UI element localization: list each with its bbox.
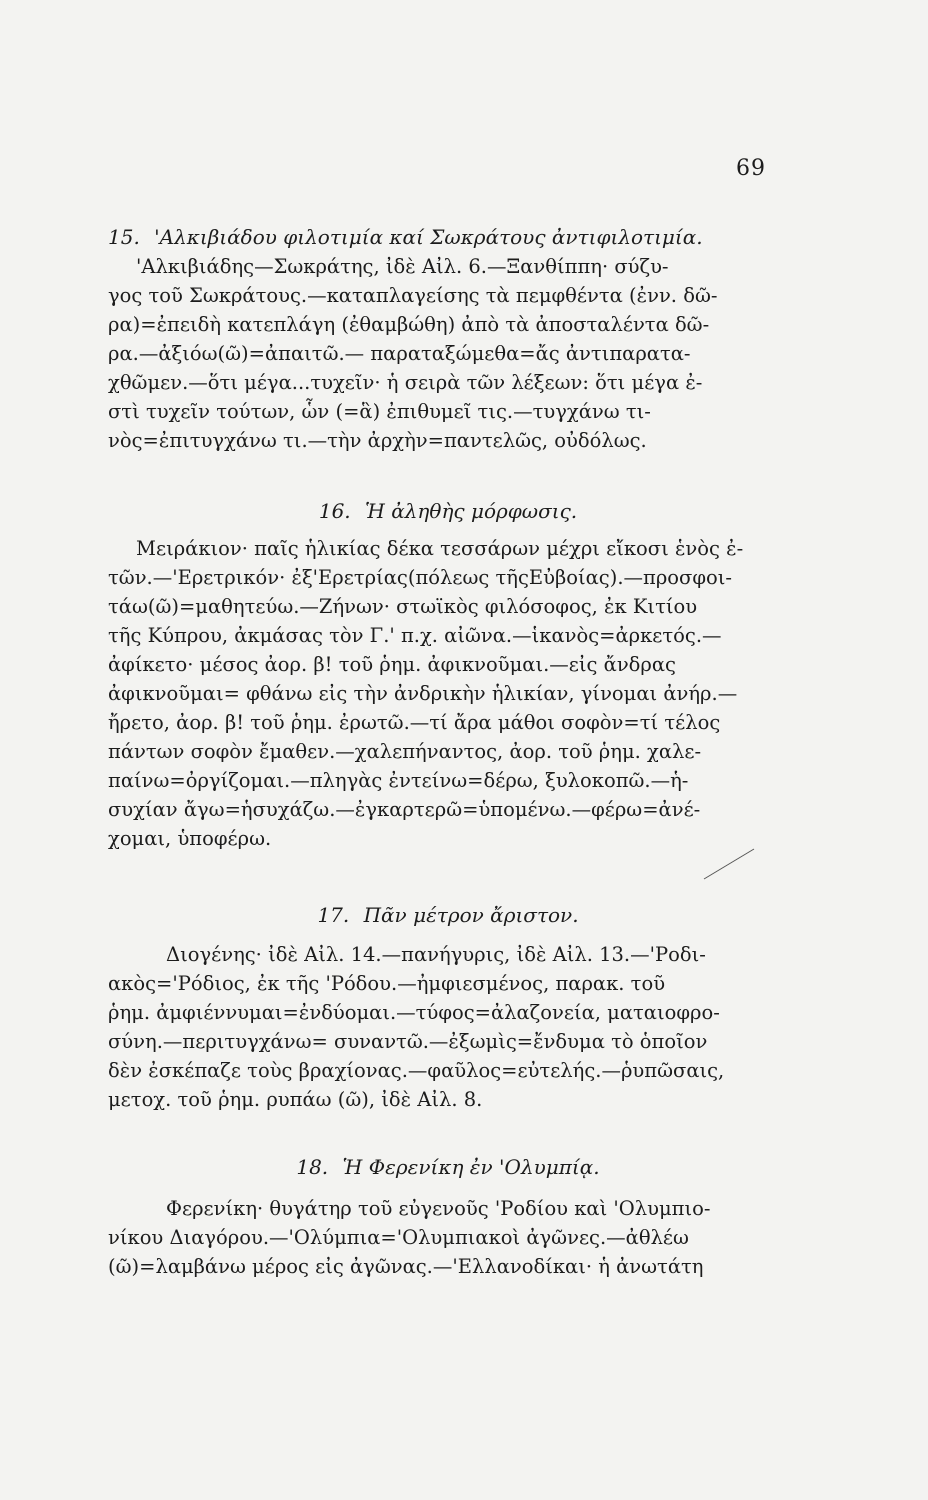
section-number: 16. xyxy=(318,499,351,523)
section-16 xyxy=(108,496,788,853)
text-line: ἀφικνοῦμαι= φθάνω εἰς τὴν ἀνδρικὴν ἡλικίαν, γίνομαι ἀνήρ.— xyxy=(108,682,738,705)
text-line: ρα)=ἐπειδὴ κατεπλάγη (ἐθαμβώθη) ἀπὸ τὰ ἀποσταλέντα δῶ- xyxy=(108,313,710,336)
text-line: τῶν.—'Ερετρικόν· ἐξ'Ερετρίας(πόλεως τῆςΕὐβοίας).—προσφοι- xyxy=(108,566,732,589)
section-heading xyxy=(108,900,788,930)
text-line: Φερενίκη· θυγάτηρ τοῦ εὐγενοῦς 'Ροδίου καὶ 'Ολυμπιο- xyxy=(166,1197,711,1220)
section-title: 'Αλκιβιάδου φιλοτιμία καί Σωκράτους ἀντιφιλοτιμία. xyxy=(154,225,703,249)
text-line: στὶ τυχεῖν τούτων, ὧν (=ἃ) ἐπιθυμεῖ τις.—τυγχάνω τι- xyxy=(108,400,651,423)
section-title: Πᾶν μέτρον ἄριστον. xyxy=(363,903,579,927)
text-line: πάντων σοφὸν ἔμαθεν.—χαλεπήναντος, ἀορ. τοῦ ῥημ. χαλε- xyxy=(108,740,702,763)
section-title: Ἡ ἀληθὴς μόρφωσις. xyxy=(365,499,578,523)
text-line: χομαι, ὑποφέρω. xyxy=(108,827,272,850)
text-line: παίνω=ὀργίζομαι.—πληγὰς ἐντείνω=δέρω, ξυλοκοπῶ.—ἡ- xyxy=(108,769,689,792)
pencil-mark xyxy=(700,845,760,885)
text-line: ῥημ. ἀμφιέννυμαι=ἐνδύομαι.—τύφος=ἀλαζονεία, ματαιοφρο- xyxy=(108,1001,720,1024)
text-line: ἀφίκετο· μέσος ἀορ. β! τοῦ ῥημ. ἀφικνοῦμαι.—εἰς ἄνδρας xyxy=(108,653,676,676)
text-line: γος τοῦ Σωκράτους.—καταπλαγείσης τὰ πεμφθέντα (ἐνν. δῶ- xyxy=(108,284,718,307)
section-number: 18. xyxy=(296,1155,329,1179)
section-heading xyxy=(108,222,788,252)
text-line: 'Αλκιβιάδης—Σωκράτης, ἰδὲ Αἰλ. 6.—Ξανθίππη· σύζυ- xyxy=(136,255,669,278)
section-number: 17. xyxy=(317,903,350,927)
text-line: ἤρετο, ἀορ. β! τοῦ ῥημ. ἐρωτῶ.—τί ἄρα μάθοι σοφὸν=τί τέλος xyxy=(108,711,721,734)
text-line: μετοχ. τοῦ ῥημ. ρυπάω (ῶ), ἰδὲ Αἰλ. 8. xyxy=(108,1088,483,1111)
section-number: 15. xyxy=(108,225,140,249)
text-line: τάω(ῶ)=μαθητεύω.—Ζήνων· στωϊκὸς φιλόσοφος, ἐκ Κιτίου xyxy=(108,595,698,618)
section-heading xyxy=(108,1152,788,1182)
text-line: νὸς=ἐπιτυγχάνω τι.—τὴν ἀρχὴν=παντελῶς, οὐδόλως. xyxy=(108,429,647,452)
text-line: νίκου Διαγόρου.—'Ολύμπια='Ολυμπιακοὶ ἀγῶνες.—ἀθλέω xyxy=(108,1226,689,1249)
text-line: ρα.—ἀξιόω(ῶ)=ἀπαιτῶ.— παραταξώμεθα=ἄς ἀντιπαρατα- xyxy=(108,342,691,365)
section-15 xyxy=(108,222,788,455)
section-17 xyxy=(108,900,788,1114)
text-line: συχίαν ἄγω=ἡσυχάζω.—ἐγκαρτερῶ=ὑπομένω.—φέρω=ἀνέ- xyxy=(108,798,701,821)
text-line: δὲν ἐσκέπαζε τοὺς βραχίονας.—φαῦλος=εὐτελής.—ῥυπῶσαις, xyxy=(108,1059,725,1082)
text-line: σύνη.—περιτυγχάνω= συναντῶ.—ἐξωμὶς=ἔνδυμα τὸ ὁποῖον xyxy=(108,1030,708,1053)
text-line: (ῶ)=λαμβάνω μέρος εἰς ἀγῶνας.—'Ελλανοδίκαι· ἡ ἀνωτάτη xyxy=(108,1255,704,1278)
text-line: χθῶμεν.—ὅτι μέγα...τυχεῖν· ἡ σειρὰ τῶν λέξεων: ὅτι μέγα ἐ- xyxy=(108,371,703,394)
section-18 xyxy=(108,1152,788,1281)
text-line: τῆς Κύπρου, ἀκμάσας τὸν Γ.' π.χ. αἰῶνα.—ἱκανὸς=ἀρκετός.— xyxy=(108,624,722,647)
section-title: Ἡ Φερενίκη ἐν 'Ολυμπίᾳ. xyxy=(342,1155,600,1179)
text-line: Διογένης· ἰδὲ Αἰλ. 14.—πανήγυρις, ἰδὲ Αἰλ. 13.—'Ροδι- xyxy=(166,943,706,966)
section-heading xyxy=(108,496,788,526)
page-number: 69 xyxy=(736,156,766,181)
text-line: Μειράκιον· παῖς ἡλικίας δέκα τεσσάρων μέχρι εἴκοσι ἑνὸς ἐ- xyxy=(136,537,744,560)
text-line: ακὸς='Ρόδιος, ἐκ τῆς 'Ρόδου.—ἠμφιεσμένος, παρακ. τοῦ xyxy=(108,972,666,995)
